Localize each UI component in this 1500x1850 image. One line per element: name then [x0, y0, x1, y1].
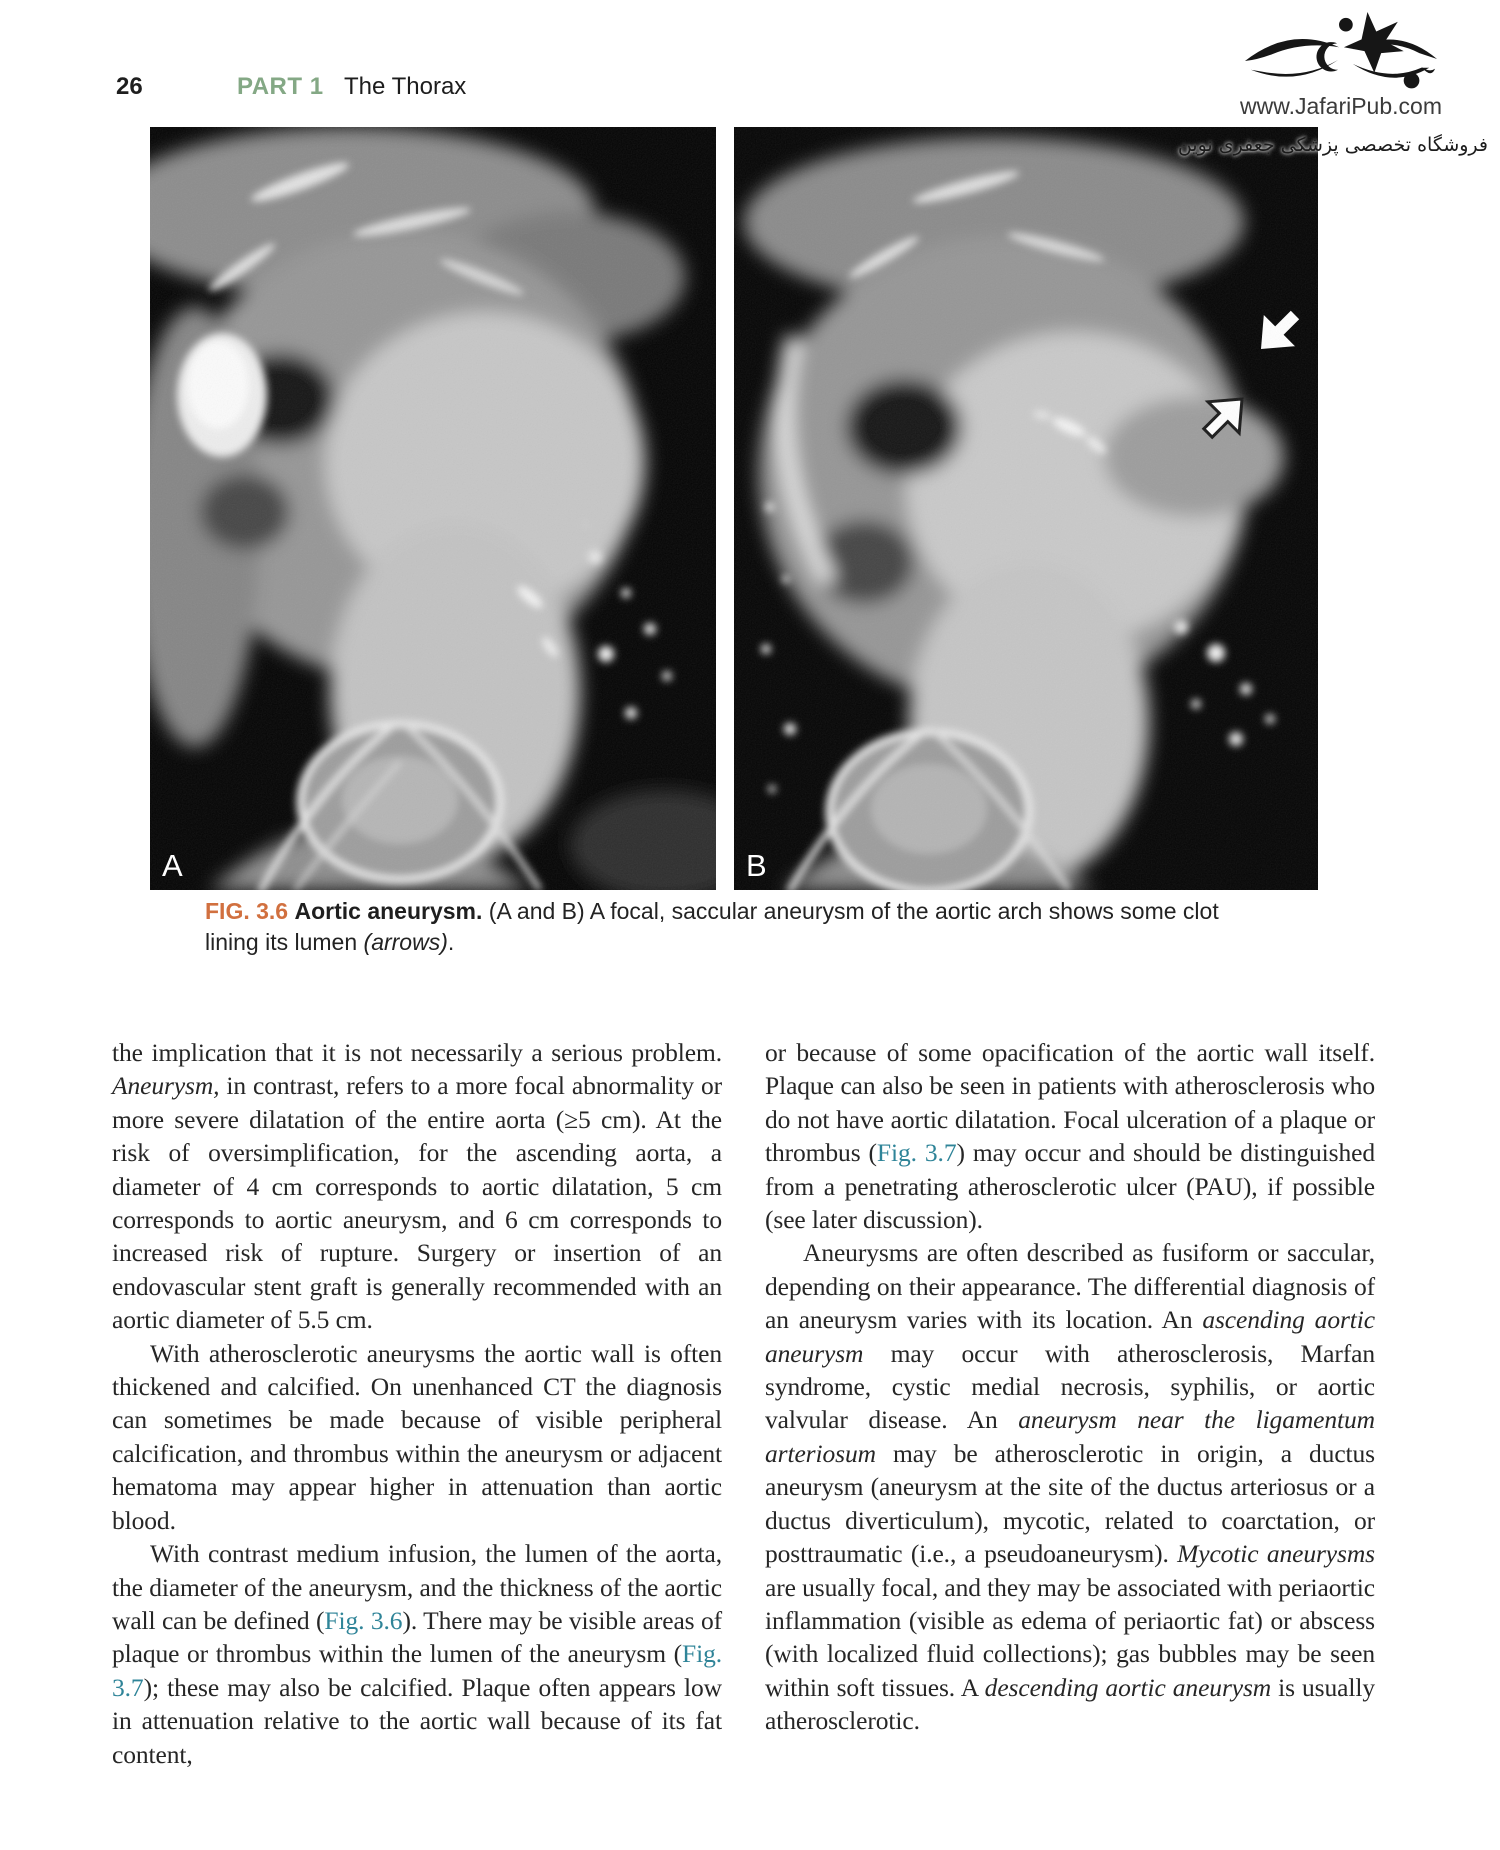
persian-watermark: فروشگاه تخصصی پزشکی جعفری نوین [1177, 134, 1488, 156]
text-run: ); these may also be calcified. Plaque often appears low in attenuation relative to the aortic wall because of its fat content, [112, 1672, 722, 1769]
text-run: may occur with atherosclerosis, Marfan syndrome, cystic medial necrosis, syphilis, or aortic valvular disease. An [765, 1338, 1375, 1435]
paragraph [765, 1036, 1375, 1236]
text-run: or because of some opacification of the aortic wall itself. Plaque can also be seen in patients with atherosclerosis who do not have aortic dilatation. Focal ulceration of a plaque or thrombus ( [765, 1038, 1375, 1168]
text-run: may be atherosclerotic in origin, a ductus aneurysm (aneurysm at the site of the ductus arteriosus or a ductus diverticulum), mycotic, related to coarctation, or posttraumatic (i.e., a pseudoaneurysm). [765, 1438, 1375, 1569]
panel-label-b: B [746, 848, 767, 883]
text-run: are usually focal, and they may be associated with periaortic inflammation (visible as edema of periaortic fat) or abscess (with localized fluid collections); gas bubbles may be seen within soft tissues. A [765, 1572, 1375, 1702]
caption-body: (A and B) A focal, saccular aneurysm of the aortic arch shows some clot lining its lumen [205, 898, 1219, 955]
italic-term: Aneurysm, [112, 1071, 220, 1101]
figure-caption [205, 896, 1245, 958]
text-run: ). There may be visible areas of plaque or thrombus within the lumen of the aneurysm ( [112, 1605, 722, 1669]
calligraphy-swirl-icon [1243, 10, 1439, 98]
part-label: PART 1 [237, 73, 324, 100]
panel-label-a: A [162, 848, 183, 883]
italic-term: Mycotic aneurysms [1177, 1539, 1375, 1569]
body-column-left [112, 1036, 722, 1771]
part-title: The Thorax [344, 73, 467, 100]
italic-term: ascending aortic aneurysm [765, 1305, 1375, 1368]
figure-panel-a [150, 127, 716, 890]
text-run: the implication that it is not necessarily a serious problem. [112, 1038, 722, 1067]
fig-reference[interactable]: Fig. 3.6 [324, 1605, 403, 1635]
fig-reference[interactable]: Fig. 3.7 [112, 1639, 722, 1702]
body-column-right [765, 1036, 1375, 1738]
ct-image-b [734, 127, 1318, 890]
italic-term: aneurysm near the ligamentum arteriosum [765, 1405, 1375, 1468]
caption-arrows-note: (arrows) [363, 929, 448, 955]
jafaripub-logo [1243, 10, 1439, 94]
caption-title: Aortic aneurysm. [294, 898, 483, 924]
fig-reference[interactable]: Fig. 3.7 [876, 1138, 957, 1168]
paragraph [112, 1036, 722, 1337]
caption-fig-number: FIG. 3.6 [205, 898, 289, 924]
figure-panel-b [734, 127, 1318, 890]
paragraph [765, 1236, 1375, 1737]
paragraph [112, 1337, 722, 1537]
text-run: is usually atherosclerotic. [765, 1672, 1375, 1736]
page-number: 26 [116, 73, 143, 100]
figure-3-6 [150, 127, 1318, 890]
ct-image-a [150, 127, 716, 890]
text-run: With contrast medium infusion, the lumen of the aorta, the diameter of the aneurysm, and the thickness of the aortic wall can be defined ( [112, 1539, 722, 1635]
text-run: With atherosclerotic aneurysms the aortic wall is often thickened and calcified. On unenhanced CT the diagnosis can sometimes be made because of visible peripheral calcification, and thrombus within the aneurysm or adjacent hematoma may appear higher in attenuation than aortic blood. [112, 1338, 722, 1535]
italic-term: descending aortic aneurysm [984, 1672, 1272, 1702]
text-run: ) may occur and should be distinguished from a penetrating atherosclerotic ulcer (PAU), if possible (see later discussion). [765, 1138, 1376, 1235]
jafaripub-url[interactable]: www.JafariPub.com [1240, 93, 1442, 119]
text-run: in contrast, refers to a more focal abnormality or more severe dilatation of the entire aorta (≥5 cm). At the risk of oversimplification, for the ascending aorta, a diameter of 4 cm corresponds to aortic dilatation, 5 cm corresponds to aortic aneurysm, and 6 cm corresponds to increased risk of rupture. Surgery or insertion of an endovascular stent graft is generally recommended with an aortic diameter of 5.5 cm. [112, 1071, 722, 1335]
text-run: Aneurysms are often described as fusiform or saccular, depending on their appearance. The differential diagnosis of an aneurysm varies with its location. An [765, 1238, 1375, 1335]
paragraph [112, 1537, 722, 1771]
caption-period: . [447, 929, 455, 955]
